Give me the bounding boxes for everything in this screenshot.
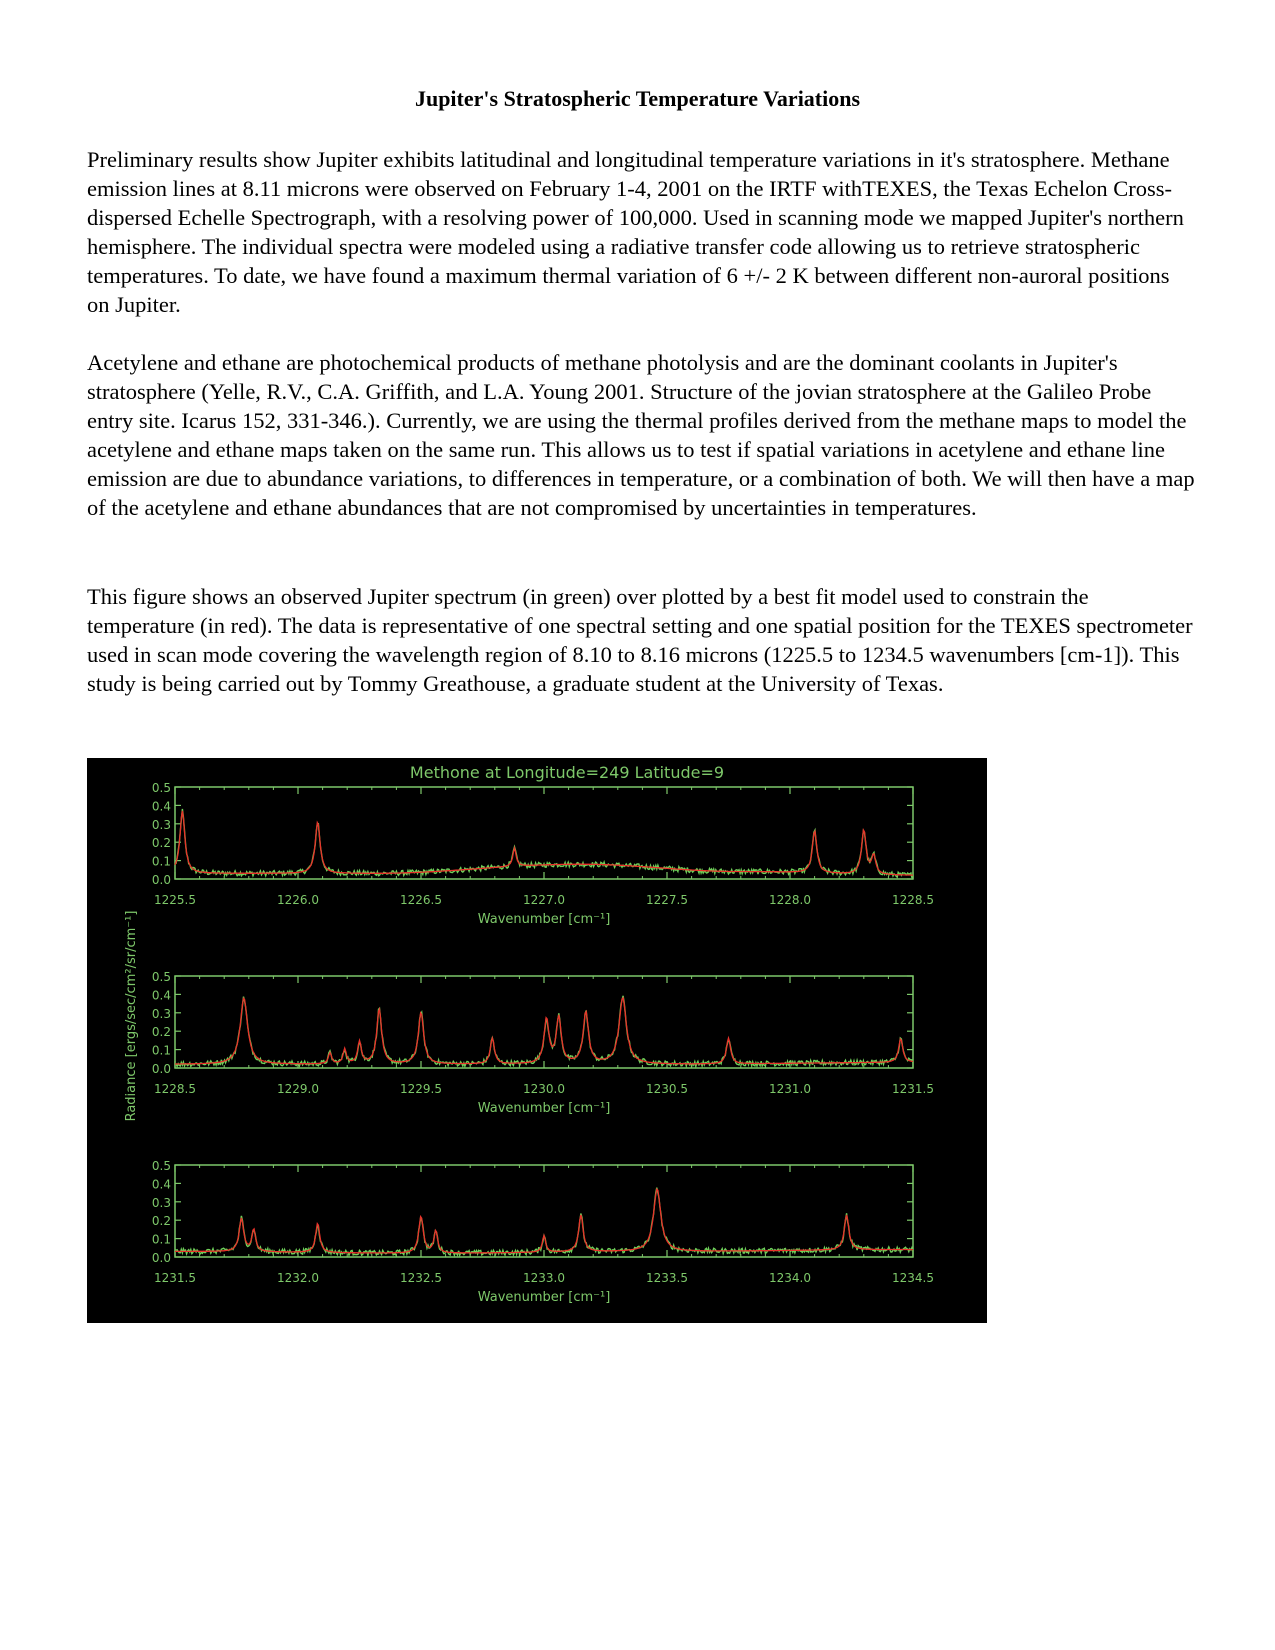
- x-tick-label: 1225.5: [154, 893, 196, 907]
- y-tick-label: 0.4: [151, 1177, 171, 1192]
- panel-frame: [175, 976, 913, 1068]
- paragraph-acetylene: Acetylene and ethane are photochemical products of methane photolysis and are the dominant coolants in Jupiter's stratosphere (Yelle, R.V., C.A. Griffith, and L.A. Young 2001. Structure of the jovian stratosphere at the Galileo Probe entry site. Icarus 152, 331-346.). Currently, we are using the thermal profiles derived from the methane maps to model the acetylene and ethane maps taken on the same run. This allows us to test if spatial variations in acetylene and ethane line emission are due to abundance variations, to differences in temperature, or a combination of both. We will then have a map of the acetylene and ethane abundances that are not compromised by uncertainties in temperatures.: [87, 350, 1195, 520]
- document-title: Jupiter's Stratospheric Temperature Variations: [414, 86, 861, 111]
- model-spectrum-line: [175, 1189, 913, 1253]
- x-tick-label: 1228.0: [769, 893, 811, 907]
- y-tick-label: 0.5: [151, 970, 171, 984]
- y-tick-label: 0.3: [151, 1006, 171, 1021]
- x-axis-label: Wavenumber [cm⁻¹]: [477, 912, 611, 927]
- x-tick-label: 1234.5: [892, 1271, 934, 1285]
- y-tick-label: 0.4: [151, 988, 171, 1003]
- x-tick-label: 1232.5: [400, 1271, 442, 1285]
- x-axis-label: Wavenumber [cm⁻¹]: [477, 1101, 611, 1116]
- y-tick-label: 0.0: [151, 1062, 171, 1076]
- y-tick-label: 0.4: [151, 799, 171, 814]
- paragraph-methane: Preliminary results show Jupiter exhibits latitudinal and longitudinal temperature variations in it's stratosphere. Methane emission lines at 8.11 microns were observed on February 1-4, 2001 on the IRTF withTEXES, the Texas Echelon Cross-dispersed Echelle Spectrograph, with a resolving power of 100,000. Used in scanning mode we mapped Jupiter's northern hemisphere. The individual spectra were modeled using a radiative transfer code allowing us to retrieve stratospheric temperatures. To date, we have found a maximum thermal variation of 6 +/- 2 K between different non-auroral positions on Jupiter.: [87, 147, 1184, 317]
- x-tick-label: 1228.5: [154, 1082, 196, 1096]
- x-axis-label: Wavenumber [cm⁻¹]: [477, 1290, 611, 1305]
- model-spectrum-line: [175, 811, 913, 875]
- y-tick-label: 0.2: [151, 1025, 171, 1040]
- paragraph-figure-description: This figure shows an observed Jupiter spectrum (in green) over plotted by a best fit model used to constrain the temperature (in red). The data is representative of one spectral setting and one spatial position for the TEXES spectrometer used in scan mode covering the wavelength region of 8.10 to 8.16 microns (1225.5 to 1234.5 wavenumbers [cm-1]). This study is being carried out by Tommy Greathouse, a graduate student at the University of Texas.: [87, 584, 1193, 696]
- spectrum-panel-2: [152, 970, 934, 1116]
- y-tick-label: 0.5: [151, 781, 171, 795]
- spectrum-panel-3: [152, 1159, 934, 1305]
- x-tick-label: 1232.0: [277, 1271, 319, 1285]
- y-tick-label: 0.2: [151, 1214, 171, 1229]
- x-tick-label: 1226.5: [400, 893, 442, 907]
- x-tick-label: 1230.0: [523, 1082, 565, 1096]
- y-tick-label: 0.2: [151, 836, 171, 851]
- x-tick-label: 1228.5: [892, 893, 934, 907]
- x-tick-label: 1230.5: [646, 1082, 688, 1096]
- y-tick-label: 0.3: [151, 1195, 171, 1210]
- model-spectrum-line: [175, 998, 913, 1064]
- x-tick-label: 1229.5: [400, 1082, 442, 1096]
- x-tick-label: 1233.0: [523, 1271, 565, 1285]
- y-tick-label: 0.0: [151, 1251, 171, 1265]
- observed-spectrum-line: [175, 809, 913, 878]
- y-tick-label: 0.5: [151, 1159, 171, 1173]
- x-tick-label: 1229.0: [277, 1082, 319, 1096]
- x-tick-label: 1234.0: [769, 1271, 811, 1285]
- y-tick-label: 0.0: [151, 873, 171, 887]
- x-tick-label: 1231.5: [892, 1082, 934, 1096]
- spectrum-panel-1: [152, 781, 934, 927]
- y-axis-label: Radiance [ergs/sec/cm²/sr/cm⁻¹]: [124, 910, 139, 1122]
- panel-frame: [175, 1165, 913, 1257]
- spectrum-chart: [87, 758, 987, 1323]
- x-tick-label: 1227.0: [523, 893, 565, 907]
- x-tick-label: 1231.0: [769, 1082, 811, 1096]
- observed-spectrum-line: [175, 1188, 913, 1256]
- chart-title: Methone at Longitude=249 Latitude=9: [409, 763, 725, 782]
- spectrum-figure: [87, 758, 987, 1323]
- y-tick-label: 0.3: [151, 817, 171, 832]
- x-tick-label: 1231.5: [154, 1271, 196, 1285]
- x-tick-label: 1226.0: [277, 893, 319, 907]
- y-tick-label: 0.1: [151, 1043, 171, 1058]
- x-tick-label: 1227.5: [646, 893, 688, 907]
- y-tick-label: 0.1: [151, 1232, 171, 1247]
- x-tick-label: 1233.5: [646, 1271, 688, 1285]
- y-tick-label: 0.1: [151, 854, 171, 869]
